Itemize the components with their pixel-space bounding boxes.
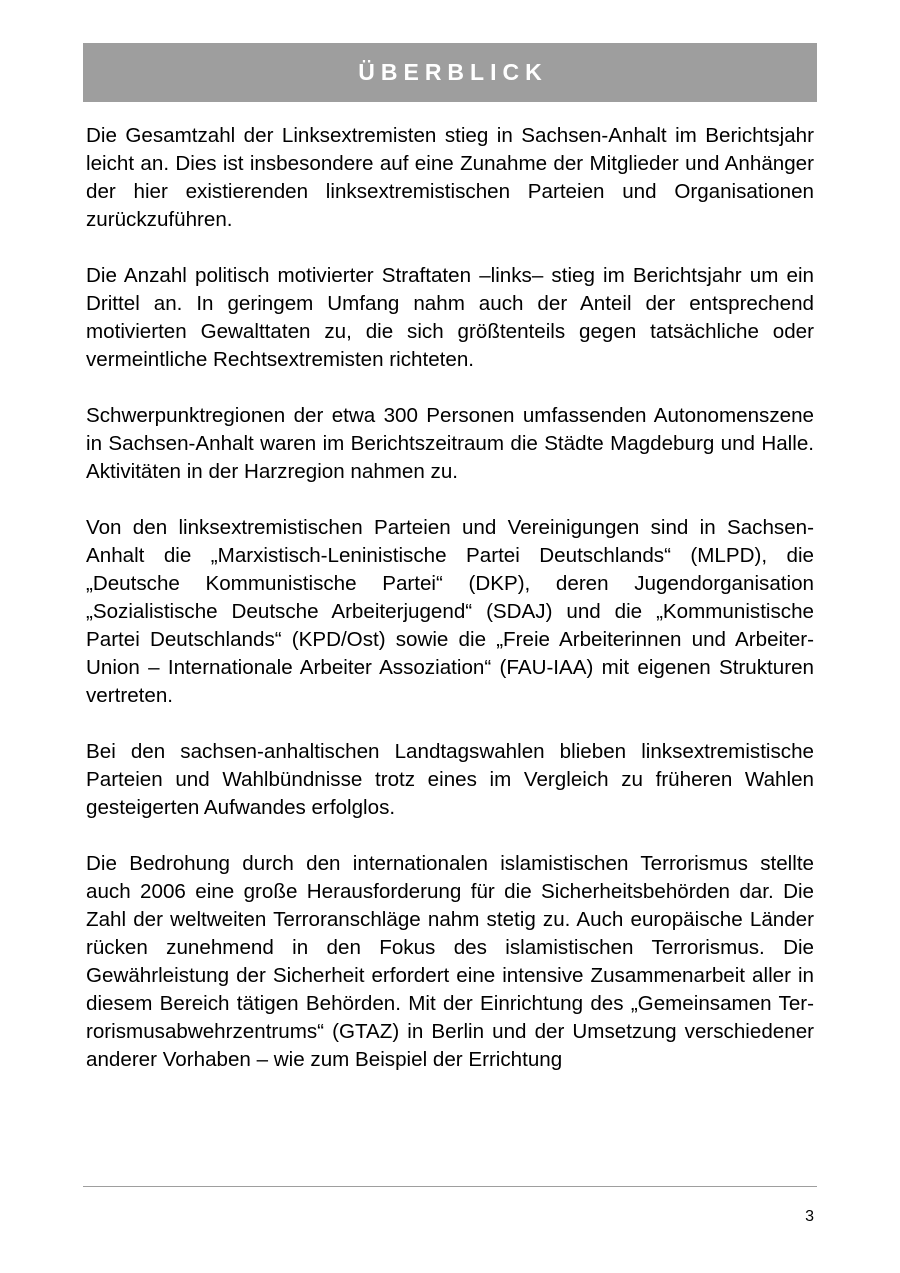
body-text (86, 122, 814, 1102)
paragraph-4: Von den linksextremistischen Parteien und Vereinigungen sind in Sachsen-Anhalt die „Marxistisch-Leninistische Partei Deutschlands“ (MLPD), die „Deutsche Kommunistische Partei“ (DKP), deren Jugendorganisation „Sozialistische Deutsche Arbeiterjugend“ (SDAJ) und die „Kommunistische Partei Deutschlands“ (KPD/Ost) sowie die „Freie Arbeiterinnen und Arbeiter-Union – Internationale Arbeiter Assoziation“ (FAU-IAA) mit eigenen Strukturen vertreten. (86, 516, 814, 707)
paragraph-2: Die Anzahl politisch motivierter Straftaten –links– stieg im Berichtsjahr um ein Drittel an. In geringem Umfang nahm auch der Anteil der entsprechend motivierten Gewalttaten zu, die sich größtenteils gegen tatsächliche oder vermeintliche Rechtsextremisten richteten. (86, 264, 814, 371)
page-number: 3 (805, 1208, 814, 1225)
paragraph-1: Die Gesamtzahl der Linksextremisten stieg in Sachsen-Anhalt im Berichtsjahr leicht an. Dies ist insbesondere auf eine Zunahme der Mitglieder und Anhänger der hier existierenden linksextremistischen Parteien und Organisationen zurückzuführen. (86, 124, 814, 231)
footer-divider (83, 1186, 817, 1187)
paragraph-5: Bei den sachsen-anhaltischen Landtagswahlen blieben linksextremistische Parteien und Wahlbündnisse trotz eines im Vergleich zu früheren Wahlen gesteigerten Aufwandes erfolglos. (86, 740, 814, 819)
paragraph-6: Die Bedrohung durch den internationalen islamistischen Terrorismus stellte auch 2006 eine große Herausforderung für die Sicherheitsbehörden dar. Die Zahl der weltweiten Terroranschläge nahm stetig zu. Auch europäische Länder rücken zunehmend in den Fokus des islamistischen Terrorismus. Die Gewährleistung der Sicherheit erfordert eine intensive Zusammenarbeit aller in diesem Bereich tätigen Behörden. Mit der Einrichtung des „Gemeinsamen Terrorismusabwehrzentrums“ (GTAZ) in Berlin und der Umsetzung verschiedener anderer Vorhaben – wie zum Beispiel der Errichtung (86, 852, 814, 1071)
section-title: ÜBERBLICK (358, 59, 548, 85)
section-header-bar (83, 43, 817, 102)
paragraph-3: Schwerpunktregionen der etwa 300 Personen umfassenden Autonomenszene in Sachsen-Anhalt waren im Berichtszeitraum die Städte Magdeburg und Halle. Aktivitäten in der Harzregion nahmen zu. (86, 404, 814, 483)
